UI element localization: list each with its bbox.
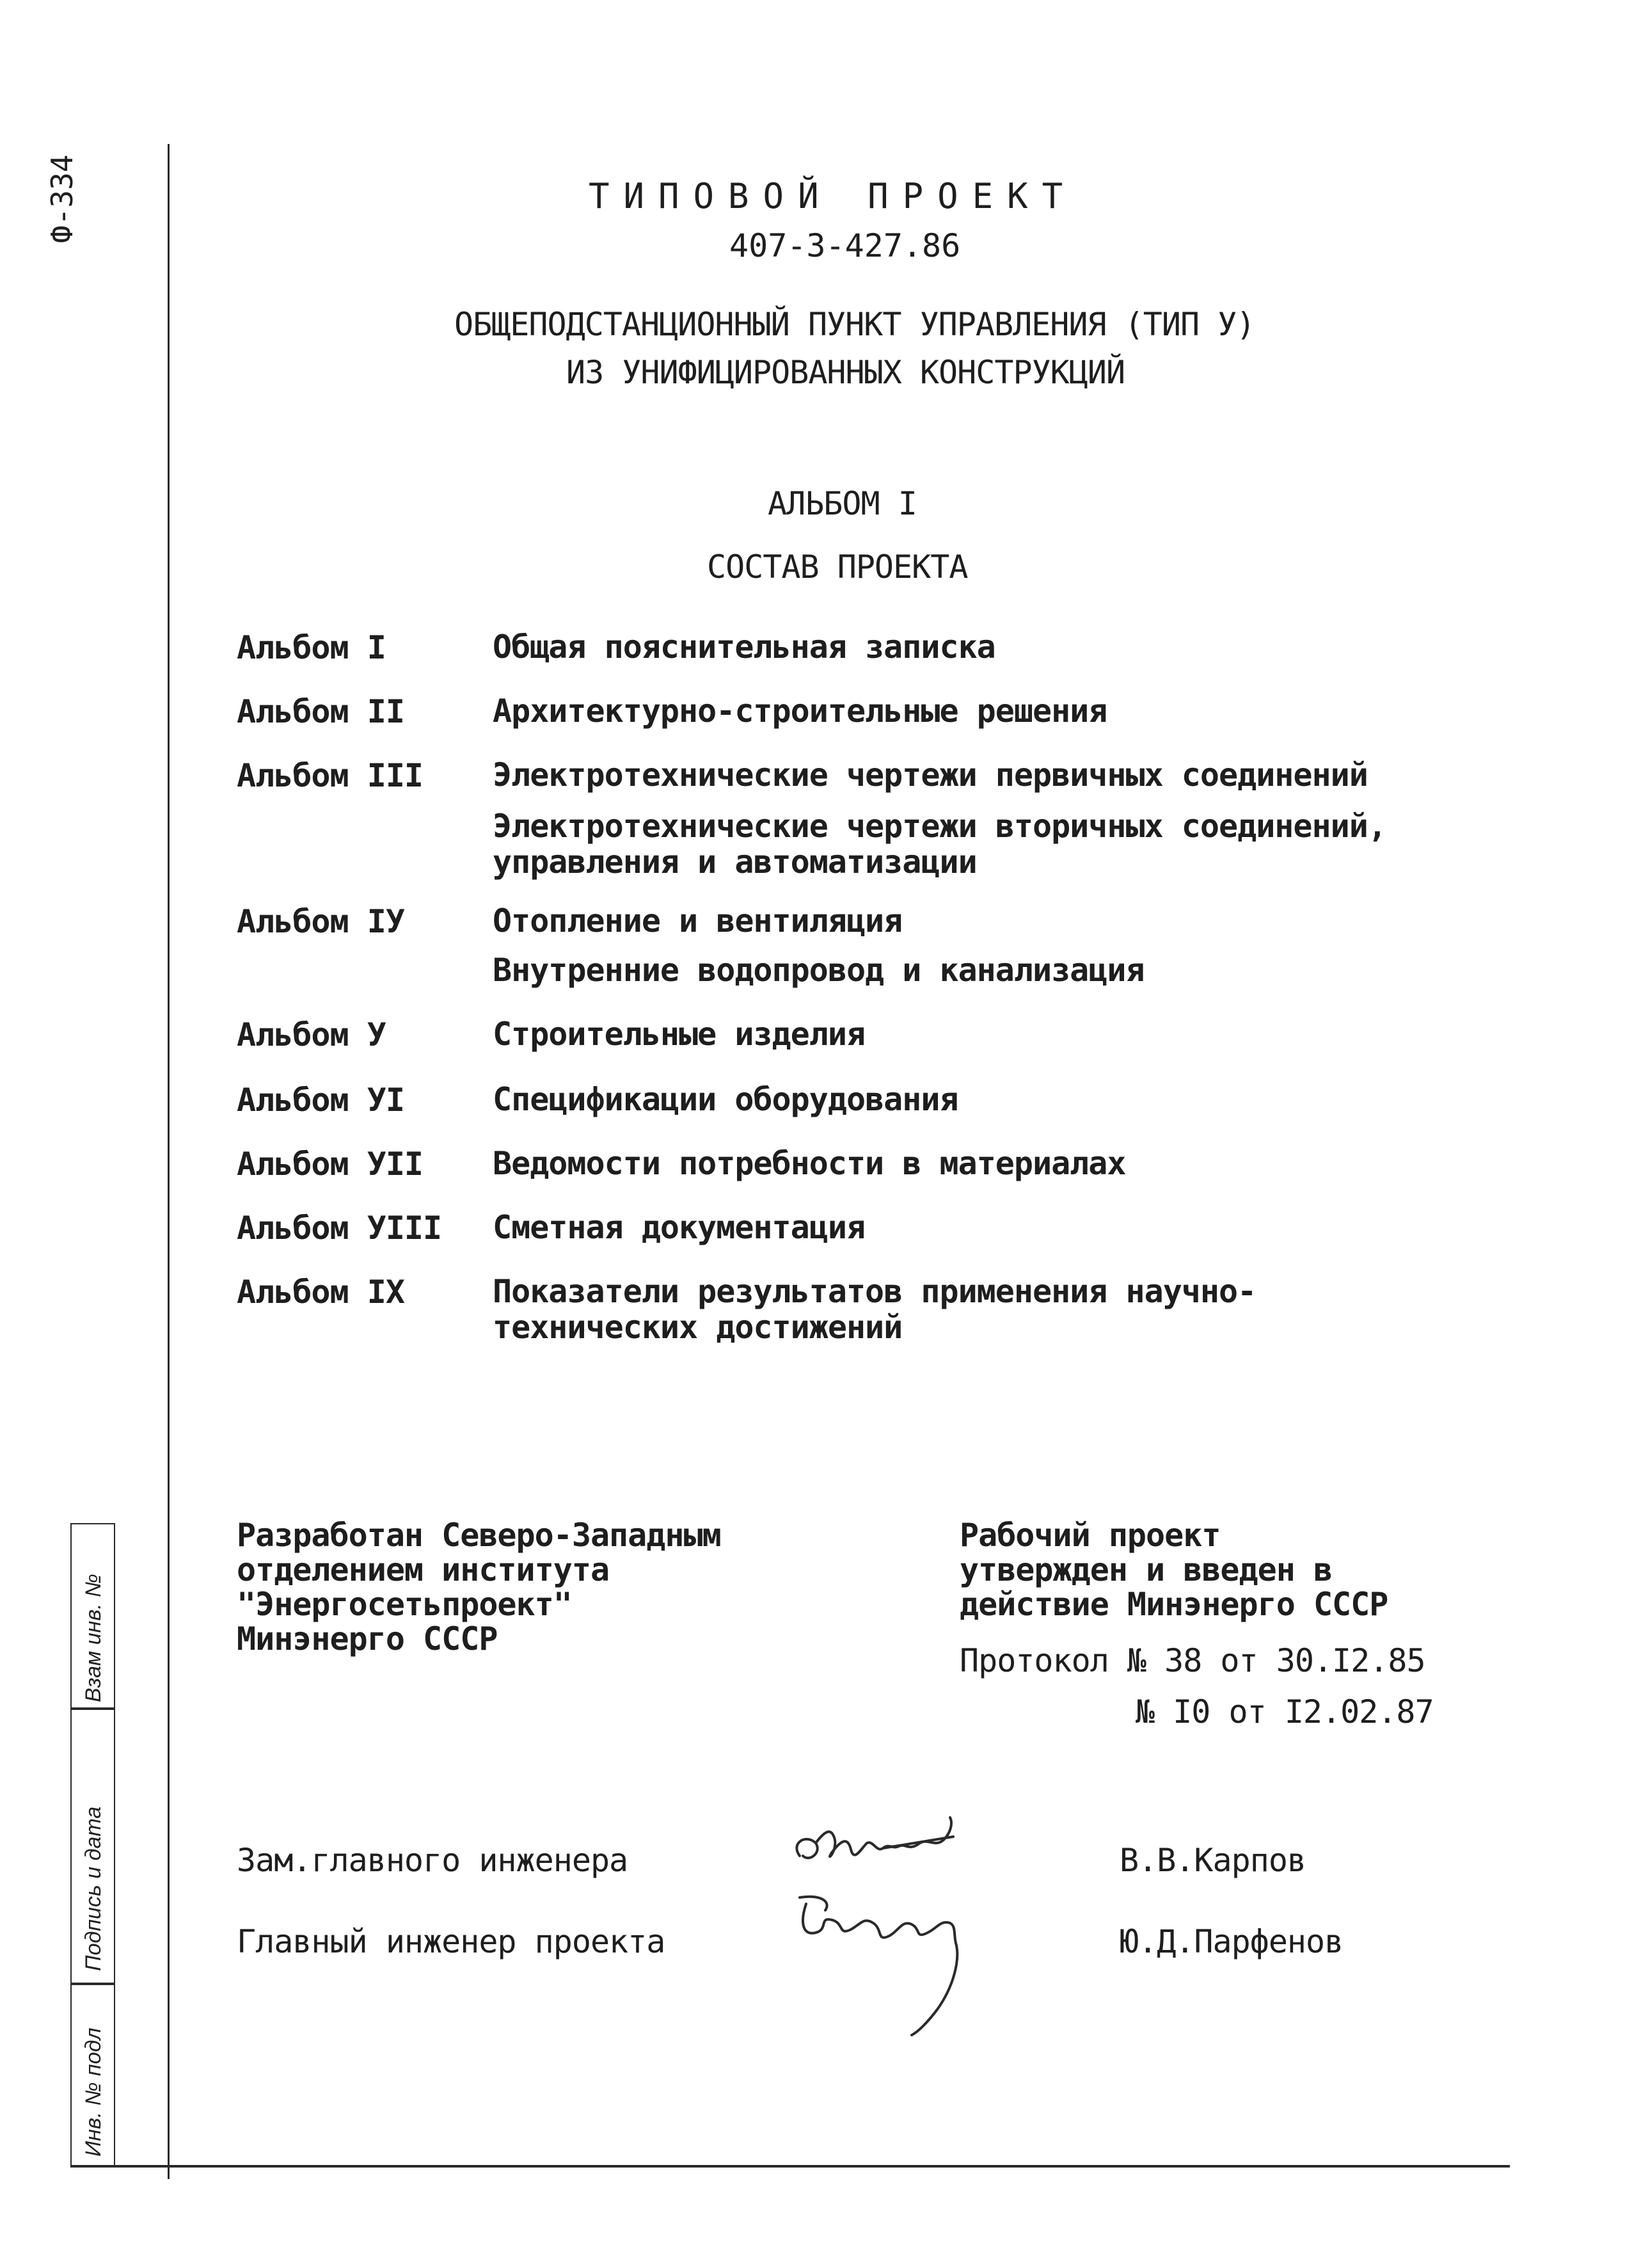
developer-line-2: отделением института xyxy=(237,1551,610,1588)
handwritten-signature-parfenov xyxy=(781,1885,998,2045)
project-name-line-1: ОБЩЕПОДСТАНЦИОННЫЙ ПУНКТ УПРАВЛЕНИЯ (ТИП У) xyxy=(454,306,1255,343)
album-item: Сметная документация xyxy=(493,1209,866,1246)
album-label: Альбом II xyxy=(237,693,404,730)
project-number: 407-3-427.86 xyxy=(729,227,961,264)
album-item: Ведомости потребности в материалах xyxy=(493,1145,1126,1182)
album-item: Отопление и вентиляция xyxy=(493,902,903,939)
project-kind: ТИПОВОЙ ПРОЕКТ xyxy=(589,176,1077,216)
signature-name: В.В.Карпов xyxy=(1120,1842,1306,1879)
album-label: Альбом IX xyxy=(237,1274,404,1311)
signature-role: Главный инженер проекта xyxy=(237,1923,665,1960)
album-label: Альбом УI xyxy=(237,1082,404,1119)
album-item: Архитектурно-строительные решения xyxy=(493,692,1107,730)
left-frame-line xyxy=(168,144,170,2179)
album-item: Общая пояснительная записка xyxy=(493,628,995,666)
album-item: Показатели результатов применения научно- технических достижений xyxy=(493,1273,1256,1346)
margin-code: Ф-334 xyxy=(45,154,79,243)
album-label: Альбом УIII xyxy=(237,1210,442,1247)
approval-protocol-2: № I0 от I2.02.87 xyxy=(1136,1693,1434,1730)
signature-role: Зам.главного инженера xyxy=(237,1842,628,1879)
developer-line-4: Минэнерго СССР xyxy=(237,1620,498,1657)
album-label: Альбом У xyxy=(237,1016,386,1053)
album-item: Спецификации оборудования xyxy=(493,1081,958,1118)
album-heading: АЛЬБОМ I xyxy=(768,485,917,522)
project-name-line-2: ИЗ УНИФИЦИРОВАННЫХ КОНСТРУКЦИЙ xyxy=(566,354,1125,391)
stamp-label-original-inv: Инв. № подл xyxy=(81,2027,106,2157)
stamp-label-signature-date: Подпись и дата xyxy=(81,1806,106,1971)
section-heading: СОСТАВ ПРОЕКТА xyxy=(707,548,968,586)
signature-name: Ю.Д.Парфенов xyxy=(1120,1923,1344,1960)
album-item: Электротехнические чертежи вторичных соединений, управления и автоматизации xyxy=(493,808,1386,881)
album-label: Альбом IУ xyxy=(237,903,404,940)
developer-line-1: Разработан Северо-Западным xyxy=(237,1517,721,1554)
bottom-frame-line xyxy=(70,2165,1510,2168)
approval-line-1: Рабочий проект xyxy=(960,1517,1221,1554)
developer-line-3: "Энергосетьпроект" xyxy=(237,1586,572,1623)
approval-protocol-1: Протокол № 38 от 30.I2.85 xyxy=(960,1642,1425,1679)
stamp-label-replacement: Взам инв. № xyxy=(81,1574,106,1702)
handwritten-signature-karpov xyxy=(787,1805,992,1888)
album-label: Альбом I xyxy=(237,629,386,666)
album-label: Альбом УII xyxy=(237,1146,424,1183)
approval-line-3: действие Минэнерго СССР xyxy=(960,1586,1388,1623)
album-item: Электротехнические чертежи первичных соединений xyxy=(493,756,1368,794)
approval-line-2: утвержден и введен в xyxy=(960,1551,1333,1588)
album-item: Внутренние водопровод и канализация xyxy=(493,952,1145,989)
album-item: Строительные изделия xyxy=(493,1016,866,1053)
album-label: Альбом III xyxy=(237,757,424,794)
